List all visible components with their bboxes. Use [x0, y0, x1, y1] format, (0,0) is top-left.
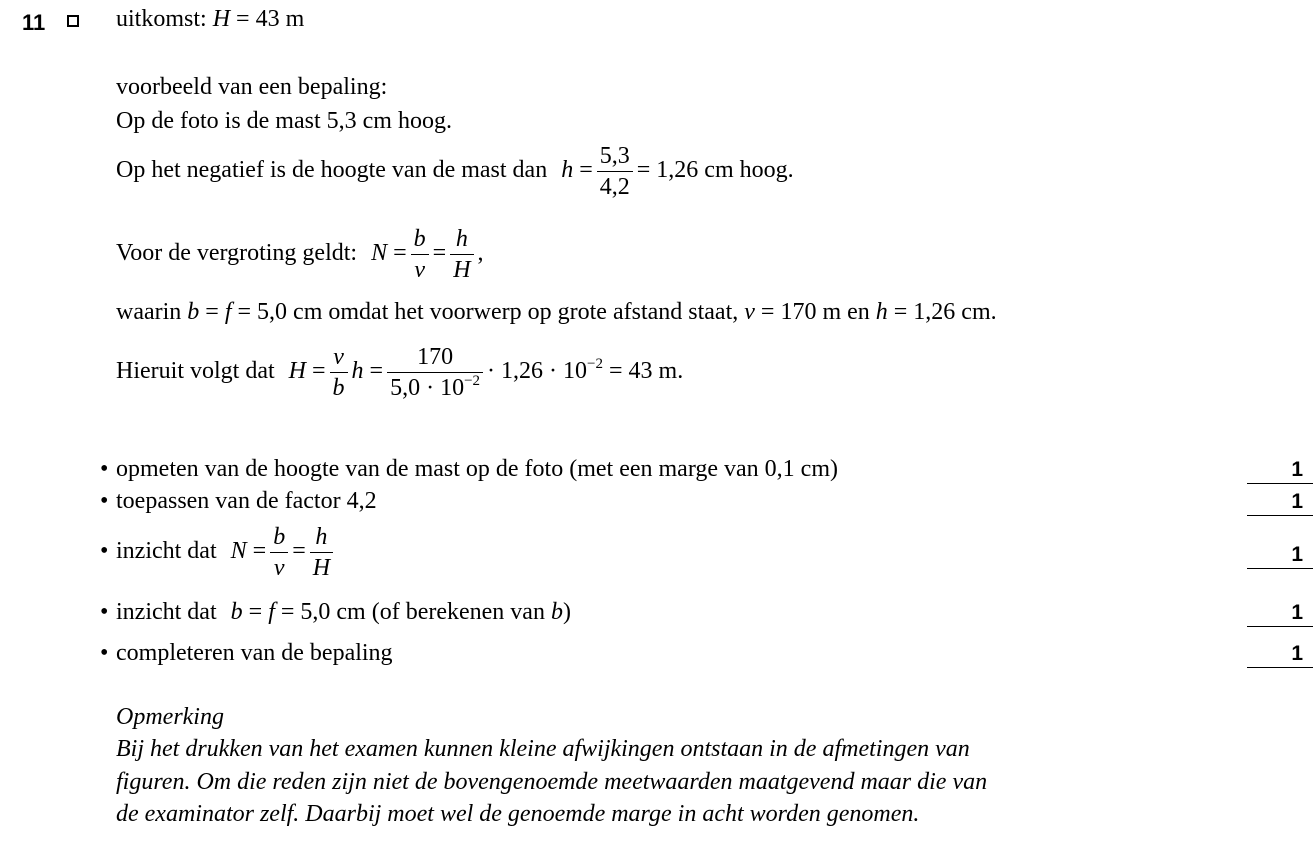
criterion-2: • toepassen van de factor 4,2	[100, 488, 377, 514]
criterion-3-prefix: inzicht dat	[116, 538, 217, 565]
line3-N: N	[371, 240, 388, 267]
line5-mid: · 1,26 · 10	[487, 358, 588, 385]
criterion-4-eq: = 5,0 cm	[280, 599, 366, 625]
criterion-5: • completeren van de bepaling	[100, 640, 393, 666]
criterion-3-fraction-b-v	[270, 522, 288, 583]
criterion-4-prefix: inzicht dat	[116, 599, 217, 625]
line5-h: h	[351, 358, 364, 385]
remark-line-1: Bij het drukken van het examen kunnen kleine afwijkingen ontstaan in de afmetingen van	[116, 736, 970, 762]
line2-prefix: Op het negatief is de hoogte van de mast dan	[116, 157, 548, 184]
outcome-line	[116, 6, 304, 33]
c3-den-v: v	[270, 552, 288, 583]
example-heading: voorbeeld van een bepaling:	[116, 74, 388, 100]
outcome-variable: H	[212, 6, 231, 32]
line3-prefix: Voor de vergroting geldt:	[116, 240, 358, 267]
line4-d: = 5,0 cm omdat het voorwerp op grote afstand staat,	[237, 299, 739, 325]
criterion-1-score: 1	[1247, 457, 1313, 484]
line4-b: b	[187, 299, 200, 325]
fraction-b-over-v	[411, 224, 429, 285]
criterion-2-score: 1	[1247, 489, 1313, 516]
line4-v: v	[744, 299, 755, 325]
fraction-170	[387, 342, 483, 403]
frac-den-5	[387, 372, 483, 403]
criterion-3-fraction-h-H	[310, 522, 333, 583]
frac-den-b: b	[330, 372, 348, 403]
criterion-4-b2: b	[550, 599, 563, 625]
criterion-3-N: N	[230, 538, 247, 565]
outcome-label: uitkomst:	[116, 6, 207, 32]
criterion-5-score: 1	[1247, 641, 1313, 668]
c3-num-h: h	[315, 524, 328, 550]
frac-num-v: v	[333, 344, 344, 370]
line2-suffix: = 1,26 cm hoog.	[636, 157, 794, 184]
line5-H: H	[288, 358, 306, 385]
fraction-numerator: 5,3	[599, 143, 630, 169]
criterion-3-score: 1	[1247, 542, 1313, 569]
line4-a: waarin	[116, 299, 182, 325]
frac-den-v: v	[411, 254, 429, 285]
line4-g: = 1,26 cm.	[893, 299, 997, 325]
line4-e: = 170 m en	[760, 299, 870, 325]
den-base: 5,0 · 10	[390, 375, 465, 401]
frac-num-h: h	[455, 226, 468, 252]
c3-den-H: H	[310, 552, 333, 583]
line4-f: f	[224, 299, 232, 325]
mid-exp: −2	[587, 356, 603, 373]
criterion-2-text: toepassen van de factor 4,2	[116, 488, 377, 514]
frac-num-170: 170	[417, 344, 454, 370]
criterion-4-suffix: (of berekenen van	[371, 599, 545, 625]
example-line-1: Op de foto is de mast 5,3 cm hoog.	[116, 108, 452, 134]
den-exp: −2	[464, 373, 481, 389]
line5-prefix: Hieruit volgt dat	[116, 358, 275, 385]
line2-var-h: h	[561, 157, 574, 184]
example-line-2: Op het negatief is de hoogte van de mast dan h = $\frac{5,3}{4,2}$ = 1,26 cm hoog.	[116, 143, 794, 200]
frac-num-b: b	[413, 226, 426, 252]
line4-h: h	[875, 299, 888, 325]
criterion-4: • inzicht dat b = f = 5,0 cm (of berekenen van b)	[100, 599, 571, 625]
fraction-denominator: 4,2	[597, 171, 633, 202]
criterion-5-text: completeren van de bepaling	[116, 640, 393, 666]
criterion-4-close: )	[562, 599, 571, 625]
question-number: 11	[22, 10, 46, 35]
criterion-3: • inzicht dat N = $\frac{b}{v}$ = $\frac{h}{H}$	[100, 522, 337, 583]
fraction-h-over-H	[450, 224, 473, 285]
criterion-4-score: 1	[1247, 600, 1313, 627]
criterion-4-b: b	[230, 599, 243, 625]
criterion-1: • opmeten van de hoogte van de mast op de foto (met een marge van 0,1 cm)	[100, 456, 838, 482]
remark-line-2: figuren. Om die reden zijn niet de bovengenoemde meetwaarden maatgevend maar die van	[116, 769, 988, 795]
example-line-3: Voor de vergroting geldt: N = $\frac{b}{v}$ = $\frac{h}{H}$ ,	[116, 226, 484, 283]
remark-title: Opmerking	[116, 704, 224, 730]
example-line-5: Hieruit volgt dat H = $\frac{v}{b}$ h = $\frac{170}{5,0 \cdot 10^{-2}}$ · $1,26 \cdot 10^{-2} = 43$ m.	[116, 344, 684, 401]
criterion-1-text: opmeten van de hoogte van de mast op de foto (met een marge van 0,1 cm)	[116, 456, 838, 482]
fraction-5-3-over-4-2	[597, 141, 633, 202]
c3-num-b: b	[273, 524, 286, 550]
example-line-4	[116, 299, 997, 326]
line5-end: = 43 m.	[609, 358, 684, 385]
outcome-equation: = 43 m	[230, 6, 305, 32]
criterion-4-f: f	[268, 599, 275, 625]
remark-line-3: de examinator zelf. Daarbij moet wel de genoemde marge in acht worden genomen.	[116, 801, 920, 827]
score-checkbox[interactable]	[67, 15, 79, 27]
frac-den-H: H	[450, 254, 473, 285]
line4-c: =	[205, 299, 219, 325]
fraction-v-over-b	[330, 342, 348, 403]
